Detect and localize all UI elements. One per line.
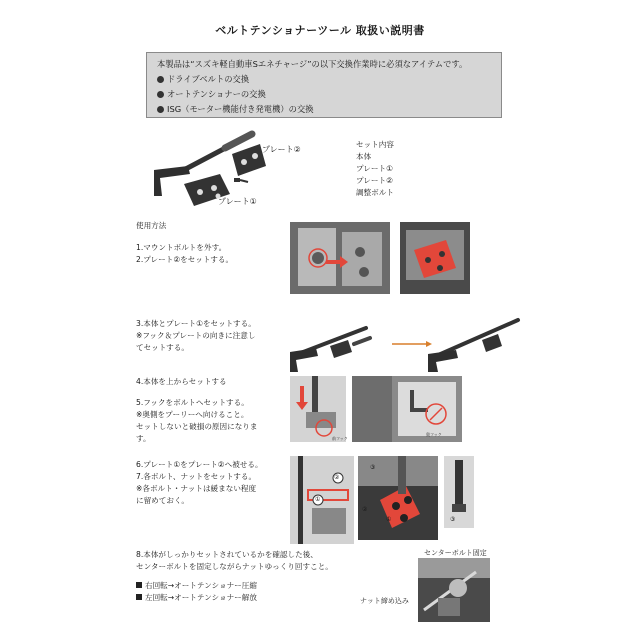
- bullet-dot-icon: [157, 91, 164, 98]
- nut-label: ナット締め込み: [360, 597, 409, 605]
- photo-final-tighten: [418, 558, 490, 622]
- step-8: 8.本体がしっかりセットされているかを確認した後、 センターボルトを固定しながらナットゆっくり回すこと。: [136, 550, 333, 571]
- bolt-illustration: [234, 178, 248, 182]
- photo-plate-overlay: [290, 456, 354, 544]
- set-contents: [356, 139, 394, 199]
- document-title: ベルトテンショナーツール 取扱い説明書: [215, 24, 425, 37]
- callout-2a: ②: [334, 474, 340, 481]
- bullet-item-2: オートテンショナーの交換: [157, 87, 491, 102]
- bullet-dot-icon: [157, 106, 164, 113]
- set-item: 本体: [356, 152, 372, 161]
- square-bullet-icon: [136, 582, 142, 588]
- step-5: 5.フックをボルトへセットする。 ※奥側をプーリーへ向けること。 セットしないと破損の原因になりま す。: [136, 398, 258, 443]
- tool-before-icon: [290, 328, 370, 372]
- step-4: 4.本体を上からセットする: [136, 377, 227, 386]
- rotation-left: 左回転→オートテンショナー解放: [136, 592, 257, 604]
- bullet-item-3: ISG（モーター機能付き発電機）の交換: [157, 102, 491, 117]
- callout-1a: ①: [315, 496, 321, 503]
- set-item: プレート①: [356, 164, 393, 173]
- label-plate2: プレート②: [262, 145, 301, 154]
- set-item: プレート②: [356, 176, 393, 185]
- photo-hook-bolt: [352, 376, 462, 442]
- step3-illustration: [286, 316, 522, 372]
- square-bullet-icon: [136, 594, 142, 600]
- bullet-dot-icon: [157, 76, 164, 83]
- callout-2b: ②: [362, 506, 368, 513]
- intro-text: 本製品は“スズキ軽自動車Sエネチャージ”の以下交換作業時に必須なアイテムです。: [157, 59, 468, 69]
- label-plate1: プレート①: [218, 197, 257, 206]
- bullet-item-1: ドライブベルトの交換: [157, 72, 491, 87]
- rotation-right: 右回転→オートテンショナー圧縮: [136, 580, 257, 592]
- photo-bolt: [444, 456, 474, 528]
- usage-heading: 使用方法: [136, 221, 167, 230]
- rotation-notes: [136, 580, 257, 604]
- callout-3a: ③: [370, 464, 376, 471]
- center-bolt-label: センターボルト固定: [424, 549, 487, 557]
- photo-set-from-top: [290, 376, 346, 442]
- photo-mount-bolt: [290, 222, 390, 294]
- step-1-2: 1.マウントボルトを外す。 2.プレート②をセットする。: [136, 243, 234, 264]
- plate2-illustration: [232, 144, 266, 176]
- step-3: 3.本体とプレート①をセットする。 ※フック＆プレートの向きに注意し てセットする。: [136, 319, 256, 352]
- tool-after-icon: [428, 320, 518, 372]
- set-contents-header: セット内容: [356, 140, 394, 149]
- step-6-7: 6.プレート①をプレート②へ被せる。 7.各ボルト、ナットをセットする。 ※各ボルト・ナットは緩まない程度 に留めておく。: [136, 460, 263, 505]
- callout-1b: ①: [386, 516, 392, 523]
- intro-box: [146, 52, 502, 118]
- set-item: 調整ボルト: [356, 188, 394, 197]
- hook-a-label: 前フック: [332, 436, 348, 441]
- photo-plate2-set: [400, 222, 470, 294]
- callout-3b: ③: [450, 516, 456, 523]
- hook-b-label: 奥フック: [426, 432, 442, 437]
